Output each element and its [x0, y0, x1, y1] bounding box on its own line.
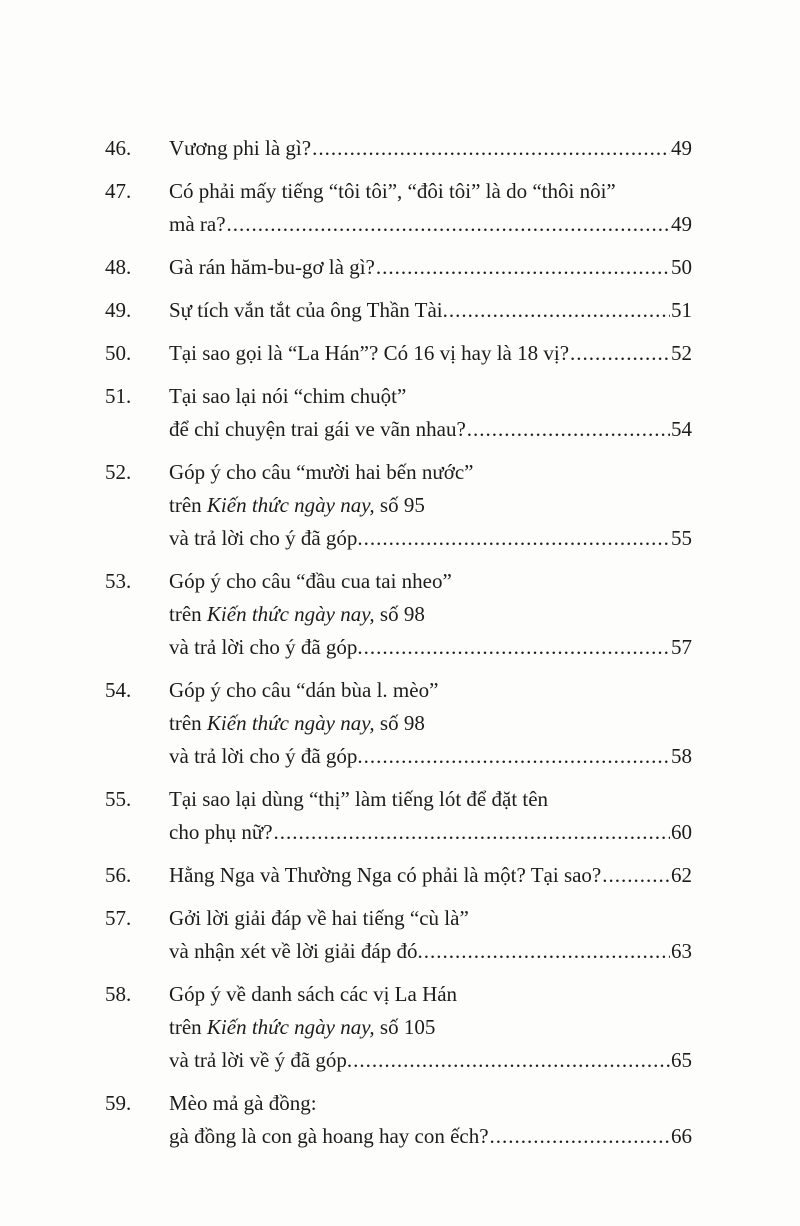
toc-entry — [105, 294, 692, 327]
page-number: 54 — [671, 417, 692, 441]
toc-text-segment: số 105 — [374, 1015, 436, 1039]
toc-entry — [105, 251, 692, 284]
toc-text-segment: trên — [169, 493, 207, 517]
toc-entry — [105, 337, 692, 370]
toc-text-segment: và trả lời về ý đã góp. — [169, 1048, 353, 1072]
toc-entry-number: 58. — [105, 982, 132, 1006]
toc-line — [105, 456, 692, 489]
toc-text-segment: và trả lời cho ý đã góp. — [169, 526, 363, 550]
toc-line — [105, 978, 692, 1011]
toc-line — [169, 816, 692, 849]
toc-line — [169, 413, 692, 446]
toc-text-segment: số 98 — [374, 711, 425, 735]
toc-text-italic-segment: Kiến thức ngày nay, — [206, 602, 375, 626]
toc-line-text — [169, 935, 423, 968]
toc-line-text — [169, 565, 452, 598]
toc-line-text — [169, 1044, 352, 1077]
toc-line-text — [169, 707, 425, 740]
toc-text-segment: mà ra? — [169, 212, 226, 236]
toc-line — [105, 565, 692, 598]
toc-text-italic-segment: Kiến thức ngày nay, — [206, 711, 375, 735]
toc-line — [169, 935, 692, 968]
toc-text-segment: trên — [169, 711, 207, 735]
toc-entry-number: 53. — [105, 569, 132, 593]
toc-line-text — [169, 1087, 317, 1120]
toc-line — [169, 740, 692, 773]
toc-text-italic-segment: Kiến thức ngày nay, — [206, 1015, 375, 1039]
dot-leader — [449, 294, 670, 327]
dot-leader — [602, 859, 670, 892]
toc-line — [105, 783, 692, 816]
toc-line-text — [169, 456, 473, 489]
toc-line-text — [169, 294, 448, 327]
toc-entry — [105, 132, 692, 165]
toc-entry — [105, 565, 692, 664]
toc-text-segment: Hằng Nga và Thường Nga có phải là một? Tại sao? — [169, 863, 602, 887]
dot-leader — [364, 631, 670, 664]
toc-text-segment: gà đồng là con gà hoang hay con ếch? — [169, 1124, 489, 1148]
toc-entry — [105, 175, 692, 241]
dot-leader — [353, 1044, 670, 1077]
page-number: 58 — [671, 744, 692, 768]
toc-text-segment: số 95 — [374, 493, 425, 517]
toc-line — [105, 337, 692, 370]
toc-line-text — [169, 859, 601, 892]
toc-entry-number: 54. — [105, 678, 132, 702]
toc-line-text — [169, 978, 457, 1011]
dot-leader — [312, 132, 670, 165]
toc-text-segment: số 98 — [374, 602, 425, 626]
dot-leader — [227, 208, 670, 241]
toc-text-segment: Tại sao gọi là “La Hán”? Có 16 vị hay là 18 vị? — [169, 341, 570, 365]
toc-line-text — [169, 783, 548, 816]
toc-text-segment: Mèo mả gà đồng: — [169, 1091, 317, 1115]
toc-line — [169, 631, 692, 664]
toc-list — [105, 132, 692, 1153]
dot-leader — [364, 740, 670, 773]
toc-line — [105, 380, 692, 413]
toc-text-segment: trên — [169, 1015, 207, 1039]
page-number: 49 — [671, 136, 692, 160]
toc-entry — [105, 380, 692, 446]
toc-line-text — [169, 598, 425, 631]
toc-entry — [105, 783, 692, 849]
toc-text-segment: Gởi lời giải đáp về hai tiếng “cù là” — [169, 906, 469, 930]
toc-entry — [105, 674, 692, 773]
toc-entry-number: 56. — [105, 863, 132, 887]
toc-text-segment: cho phụ nữ? — [169, 820, 273, 844]
dot-leader — [570, 337, 670, 370]
dot-leader — [490, 1120, 670, 1153]
page-number: 60 — [671, 820, 692, 844]
page-number: 65 — [671, 1048, 692, 1072]
toc-line — [105, 902, 692, 935]
toc-line-text — [169, 902, 469, 935]
dot-leader — [274, 816, 670, 849]
toc-line — [105, 175, 692, 208]
page-number: 63 — [671, 939, 692, 963]
dot-leader — [424, 935, 670, 968]
toc-entry-number: 48. — [105, 255, 132, 279]
toc-entry — [105, 902, 692, 968]
page-number: 66 — [671, 1124, 692, 1148]
toc-line-text — [169, 380, 406, 413]
toc-text-segment: để chỉ chuyện trai gái ve vãn nhau? — [169, 417, 466, 441]
toc-line-text — [169, 132, 311, 165]
toc-line — [105, 674, 692, 707]
toc-line — [169, 598, 692, 631]
toc-entry-number: 51. — [105, 384, 132, 408]
toc-text-segment: Góp ý cho câu “đầu cua tai nheo” — [169, 569, 452, 593]
toc-line-text — [169, 740, 363, 773]
toc-line-text — [169, 816, 273, 849]
toc-entry — [105, 859, 692, 892]
toc-text-segment: Góp ý cho câu “dán bùa l. mèo” — [169, 678, 439, 702]
dot-leader — [376, 251, 670, 284]
toc-entry-number: 55. — [105, 787, 132, 811]
page-number: 57 — [671, 635, 692, 659]
toc-text-italic-segment: Kiến thức ngày nay, — [206, 493, 375, 517]
toc-line — [169, 522, 692, 555]
toc-line — [105, 251, 692, 284]
toc-entry-number: 49. — [105, 298, 132, 322]
page-number: 50 — [671, 255, 692, 279]
toc-line — [169, 1011, 692, 1044]
dot-leader — [364, 522, 670, 555]
toc-text-segment: Góp ý cho câu “mười hai bến nước” — [169, 460, 474, 484]
toc-line — [169, 1044, 692, 1077]
toc-text-segment: Có phải mấy tiếng “tôi tôi”, “đôi tôi” là do “thôi nôi” — [169, 179, 616, 203]
toc-line — [169, 489, 692, 522]
page-number: 62 — [671, 863, 692, 887]
toc-text-segment: Gà rán hăm-bu-gơ là gì? — [169, 255, 375, 279]
toc-text-segment: Tại sao lại dùng “thị” làm tiếng lót để đặt tên — [169, 787, 549, 811]
page-number: 51 — [671, 298, 692, 322]
toc-line — [169, 1120, 692, 1153]
toc-line-text — [169, 251, 375, 284]
toc-line-text — [169, 489, 425, 522]
toc-text-segment: và trả lời cho ý đã góp. — [169, 744, 363, 768]
toc-line — [169, 208, 692, 241]
toc-text-segment: và trả lời cho ý đã góp. — [169, 635, 363, 659]
toc-line — [105, 859, 692, 892]
toc-text-segment: trên — [169, 602, 207, 626]
toc-line-text — [169, 175, 616, 208]
toc-line-text — [169, 522, 363, 555]
toc-line — [105, 294, 692, 327]
toc-line — [105, 1087, 692, 1120]
toc-line — [105, 132, 692, 165]
toc-text-segment: Góp ý về danh sách các vị La Hán — [169, 982, 458, 1006]
toc-line — [169, 707, 692, 740]
toc-entry-number: 57. — [105, 906, 132, 930]
page-number: 55 — [671, 526, 692, 550]
toc-entry-number: 46. — [105, 136, 132, 160]
toc-line-text — [169, 1011, 435, 1044]
toc-entry — [105, 978, 692, 1077]
toc-text-segment: Tại sao lại nói “chim chuột” — [169, 384, 407, 408]
toc-line-text — [169, 674, 438, 707]
toc-line-text — [169, 337, 569, 370]
toc-line-text — [169, 413, 466, 446]
toc-entry-number: 47. — [105, 179, 132, 203]
toc-text-segment: Sự tích vắn tắt của ông Thần Tài. — [169, 298, 448, 322]
page-number: 49 — [671, 212, 692, 236]
toc-text-segment: và nhận xét về lời giải đáp đó. — [169, 939, 423, 963]
toc-line-text — [169, 208, 226, 241]
toc-text-segment: Vương phi là gì? — [169, 136, 312, 160]
toc-entry-number: 59. — [105, 1091, 132, 1115]
toc-line-text — [169, 1120, 489, 1153]
toc-entry — [105, 456, 692, 555]
toc-entry-number: 50. — [105, 341, 132, 365]
dot-leader — [467, 413, 670, 446]
toc-line-text — [169, 631, 363, 664]
toc-entry-number: 52. — [105, 460, 132, 484]
toc-entry — [105, 1087, 692, 1153]
page-number: 52 — [671, 341, 692, 365]
